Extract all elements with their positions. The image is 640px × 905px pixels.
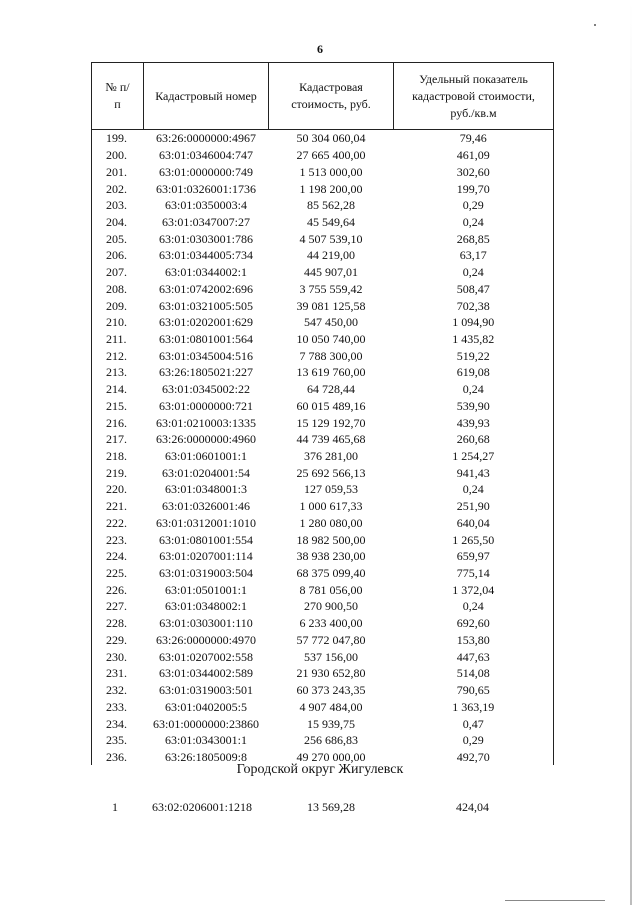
row-number: 218. [92, 448, 144, 465]
table-row [92, 698, 554, 715]
row-number: 216. [92, 414, 144, 431]
row-number: 214. [92, 381, 144, 398]
row-cadastral-number: 63:01:0345004:516 [158, 348, 253, 363]
row-number: 210. [92, 314, 144, 331]
row-cadastral-number: 63:01:0326001:46 [161, 499, 250, 514]
row-specific-value: 0,24 [394, 598, 554, 615]
row-specific-value: 424,04 [456, 800, 489, 814]
section-title: Городской округ Жигулевск [236, 762, 404, 777]
table-row [92, 481, 554, 498]
row-number: 231. [92, 665, 144, 682]
table-row [92, 682, 554, 699]
row-specific-value: 519,22 [394, 347, 554, 364]
row-number: 234. [92, 715, 144, 732]
row-number: 206. [92, 247, 144, 264]
row-cadastral-number: 63:26:0000000:4970 [155, 632, 256, 647]
row-cadastral-cost: 21 930 652,80 [296, 666, 366, 681]
row-specific-value: 1 265,50 [394, 531, 554, 548]
row-cadastral-cost: 13 569,28 [307, 800, 355, 814]
row-cadastral-cost: 25 692 566,13 [296, 465, 366, 480]
header-row-number-label: № п/п [105, 80, 130, 111]
row-cadastral-cost: 4 907 484,00 [299, 699, 363, 714]
row-cadastral-cost: 1 198 200,00 [299, 181, 363, 196]
table-row [92, 498, 554, 515]
row-number: 201. [92, 163, 144, 180]
row-cadastral-number: 63:01:0347007:27 [161, 214, 250, 229]
table-row [92, 632, 554, 649]
row-cadastral-number: 63:01:0350003:4 [164, 198, 247, 213]
row-number: 217. [92, 431, 144, 448]
row-specific-value: 1 372,04 [394, 581, 554, 598]
row-cadastral-cost: 50 304 060,04 [296, 131, 366, 146]
table-row [92, 398, 554, 415]
page-number: 6 [317, 42, 323, 56]
row-cadastral-cost: 13 619 760,00 [296, 365, 366, 380]
row-cadastral-cost: 15 939,75 [307, 716, 355, 731]
row-number: 220. [92, 481, 144, 498]
row-cadastral-cost: 27 665 400,00 [296, 148, 366, 163]
table-row [92, 163, 554, 180]
row-specific-value: 941,43 [394, 464, 554, 481]
row-cadastral-cost: 1 000 617,33 [299, 499, 363, 514]
row-cadastral-cost: 537 156,00 [304, 649, 358, 664]
row-cadastral-cost: 376 281,00 [304, 449, 358, 464]
row-cadastral-number: 63:26:1805021:227 [158, 365, 253, 380]
row-specific-value: 0,24 [394, 481, 554, 498]
row-cadastral-number: 63:01:0348002:1 [164, 599, 247, 614]
table-row [92, 247, 554, 264]
table-body [92, 130, 554, 766]
row-cadastral-cost: 57 772 047,80 [296, 632, 366, 647]
table-row [92, 431, 554, 448]
row-cadastral-cost: 270 900,50 [304, 599, 358, 614]
row-specific-value: 702,38 [394, 297, 554, 314]
section-table-row [0, 800, 640, 818]
row-cadastral-cost: 7 788 300,00 [299, 348, 363, 363]
row-cadastral-cost: 18 982 500,00 [296, 532, 366, 547]
row-cadastral-number: 63:01:0801001:564 [158, 331, 253, 346]
header-cadastral-cost [269, 63, 394, 130]
row-cadastral-number: 63:01:0344002:589 [158, 666, 253, 681]
row-cadastral-cost: 49 270 000,00 [296, 749, 366, 764]
row-specific-value: 1 363,19 [394, 698, 554, 715]
row-number: 223. [92, 531, 144, 548]
row-specific-value: 0,24 [394, 214, 554, 231]
header-row-number [92, 63, 144, 130]
table-row [92, 364, 554, 381]
row-specific-value: 1 254,27 [394, 448, 554, 465]
table-row [92, 615, 554, 632]
row-number: 213. [92, 364, 144, 381]
row-cadastral-number: 63:02:0206001:1218 [152, 800, 253, 814]
row-number: 222. [92, 515, 144, 532]
table-row [92, 665, 554, 682]
table-row [92, 598, 554, 615]
table-row [92, 448, 554, 465]
row-cadastral-cost: 60 015 489,16 [296, 398, 366, 413]
row-cadastral-number: 63:26:0000000:4960 [155, 432, 256, 447]
row-cadastral-cost: 60 373 243,35 [296, 683, 366, 698]
row-cadastral-cost: 44 739 465,68 [296, 432, 366, 447]
row-cadastral-number: 63:01:0321005:505 [158, 298, 253, 313]
table-row [92, 732, 554, 749]
row-number: 228. [92, 615, 144, 632]
cadastral-value-table [91, 62, 554, 765]
row-specific-value: 1 435,82 [394, 331, 554, 348]
table-row [92, 130, 554, 147]
row-cadastral-number: 63:01:0000000:23860 [152, 716, 259, 731]
row-number: 224. [92, 548, 144, 565]
row-specific-value: 79,46 [394, 130, 554, 147]
row-specific-value: 447,63 [394, 648, 554, 665]
row-number: 219. [92, 464, 144, 481]
row-number: 226. [92, 581, 144, 598]
row-specific-value: 775,14 [394, 565, 554, 582]
row-specific-value: 439,93 [394, 414, 554, 431]
row-number: 235. [92, 732, 144, 749]
row-specific-value: 0,24 [394, 264, 554, 281]
row-specific-value: 461,09 [394, 147, 554, 164]
row-cadastral-number: 63:01:0346004:747 [158, 148, 253, 163]
row-number: 204. [92, 214, 144, 231]
row-cadastral-number: 63:01:0344005:734 [158, 248, 253, 263]
row-specific-value: 539,90 [394, 398, 554, 415]
row-number: 229. [92, 632, 144, 649]
row-specific-value: 260,68 [394, 431, 554, 448]
row-number: 211. [92, 331, 144, 348]
scan-edge-shadow [630, 0, 632, 905]
row-cadastral-cost: 8 781 056,00 [299, 582, 363, 597]
table-row [92, 280, 554, 297]
table-row [92, 464, 554, 481]
row-cadastral-number: 63:01:0501001:1 [164, 582, 247, 597]
header-specific-value-label: Удельный показатель кадастровой стоимости, руб./кв.м [412, 71, 535, 120]
row-cadastral-cost: 44 219,00 [307, 248, 355, 263]
row-number: 221. [92, 498, 144, 515]
row-cadastral-number: 63:26:0000000:4967 [155, 131, 256, 146]
table-row [92, 515, 554, 532]
row-cadastral-number: 63:01:0207002:558 [158, 649, 253, 664]
row-specific-value: 692,60 [394, 615, 554, 632]
table-row [92, 297, 554, 314]
row-number: 230. [92, 648, 144, 665]
row-specific-value: 508,47 [394, 280, 554, 297]
row-number: 199. [92, 130, 144, 147]
row-specific-value: 153,80 [394, 632, 554, 649]
table-row [92, 214, 554, 231]
table-row [92, 331, 554, 348]
row-cadastral-number: 63:01:0348001:3 [164, 482, 247, 497]
row-cadastral-cost: 39 081 125,58 [296, 298, 366, 313]
row-number: 227. [92, 598, 144, 615]
row-cadastral-number: 63:01:0000000:749 [158, 164, 253, 179]
row-cadastral-cost: 1 513 000,00 [299, 164, 363, 179]
row-specific-value: 619,08 [394, 364, 554, 381]
row-number: 207. [92, 264, 144, 281]
row-cadastral-cost: 1 280 080,00 [299, 515, 363, 530]
row-cadastral-cost: 6 233 400,00 [299, 616, 363, 631]
table-row [92, 197, 554, 214]
table-row [92, 531, 554, 548]
row-specific-value: 0,47 [394, 715, 554, 732]
row-specific-value: 514,08 [394, 665, 554, 682]
table-row [92, 715, 554, 732]
table-row [92, 264, 554, 281]
table-row [92, 565, 554, 582]
row-cadastral-cost: 127 059,53 [304, 482, 358, 497]
table-row [92, 581, 554, 598]
row-specific-value: 199,70 [394, 180, 554, 197]
row-cadastral-number: 63:01:0000000:721 [158, 398, 253, 413]
row-number: 236. [92, 749, 144, 766]
row-cadastral-number: 63:01:0326001:1736 [155, 181, 256, 196]
row-cadastral-number: 63:01:0204001:54 [161, 465, 250, 480]
table-row [92, 147, 554, 164]
row-cadastral-cost: 256 686,83 [304, 733, 358, 748]
row-cadastral-cost: 38 938 230,00 [296, 549, 366, 564]
scan-edge-line [505, 900, 605, 901]
table-row [92, 180, 554, 197]
row-number: 202. [92, 180, 144, 197]
table-row [92, 314, 554, 331]
row-number: 200. [92, 147, 144, 164]
row-specific-value: 0,24 [394, 381, 554, 398]
row-cadastral-number: 63:26:1805009:8 [164, 749, 247, 764]
row-specific-value: 302,60 [394, 163, 554, 180]
row-specific-value: 492,70 [394, 749, 554, 766]
table-row [92, 414, 554, 431]
scan-speck [594, 24, 596, 26]
row-cadastral-number: 63:01:0312001:1010 [155, 515, 256, 530]
row-cadastral-cost: 10 050 740,00 [296, 331, 366, 346]
row-cadastral-number: 63:01:0344002:1 [164, 265, 247, 280]
row-cadastral-number: 63:01:0319003:501 [158, 683, 253, 698]
row-cadastral-cost: 64 728,44 [307, 382, 355, 397]
row-cadastral-cost: 45 549,64 [307, 214, 355, 229]
row-specific-value: 0,29 [394, 197, 554, 214]
header-specific-value [394, 63, 554, 130]
row-number: 232. [92, 682, 144, 699]
row-specific-value: 640,04 [394, 515, 554, 532]
row-cadastral-cost: 547 450,00 [304, 315, 358, 330]
row-cadastral-number: 63:01:0319003:504 [158, 566, 253, 581]
row-number: 233. [92, 698, 144, 715]
row-cadastral-number: 63:01:0601001:1 [164, 449, 247, 464]
row-specific-value: 251,90 [394, 498, 554, 515]
row-specific-value: 790,65 [394, 682, 554, 699]
row-number: 1 [112, 800, 118, 814]
row-number: 203. [92, 197, 144, 214]
row-cadastral-cost: 85 562,28 [307, 198, 355, 213]
row-specific-value: 63,17 [394, 247, 554, 264]
row-number: 208. [92, 280, 144, 297]
row-cadastral-number: 63:01:0303001:786 [158, 231, 253, 246]
row-cadastral-cost: 3 755 559,42 [299, 281, 363, 296]
row-cadastral-cost: 15 129 192,70 [296, 415, 366, 430]
header-cadastral-number: Кадастровый номер [144, 63, 269, 130]
row-number: 209. [92, 297, 144, 314]
row-cadastral-number: 63:01:0742002:696 [158, 281, 253, 296]
row-specific-value: 268,85 [394, 230, 554, 247]
row-cadastral-number: 63:01:0345002:22 [161, 382, 250, 397]
row-cadastral-number: 63:01:0402005:5 [164, 699, 247, 714]
row-specific-value: 659,97 [394, 548, 554, 565]
table-header-row [92, 63, 554, 130]
row-cadastral-number: 63:01:0202001:629 [158, 315, 253, 330]
row-cadastral-number: 63:01:0801001:554 [158, 532, 253, 547]
row-cadastral-number: 63:01:0207001:114 [159, 549, 253, 564]
row-specific-value: 0,29 [394, 732, 554, 749]
table-row [92, 347, 554, 364]
row-cadastral-cost: 68 375 099,40 [296, 566, 366, 581]
row-cadastral-number: 63:01:0303001:110 [159, 616, 253, 631]
row-number: 215. [92, 398, 144, 415]
row-specific-value: 1 094,90 [394, 314, 554, 331]
table-row [92, 548, 554, 565]
row-cadastral-number: 63:01:0343001:1 [164, 733, 247, 748]
table-row [92, 648, 554, 665]
row-number: 212. [92, 347, 144, 364]
header-cadastral-cost-label: Кадастровая стоимость, руб. [291, 80, 371, 111]
table-row [92, 381, 554, 398]
row-cadastral-cost: 445 907,01 [304, 265, 358, 280]
row-cadastral-number: 63:01:0210003:1335 [155, 415, 256, 430]
row-cadastral-cost: 4 507 539,10 [299, 231, 363, 246]
table-row [92, 230, 554, 247]
row-number: 225. [92, 565, 144, 582]
row-number: 205. [92, 230, 144, 247]
